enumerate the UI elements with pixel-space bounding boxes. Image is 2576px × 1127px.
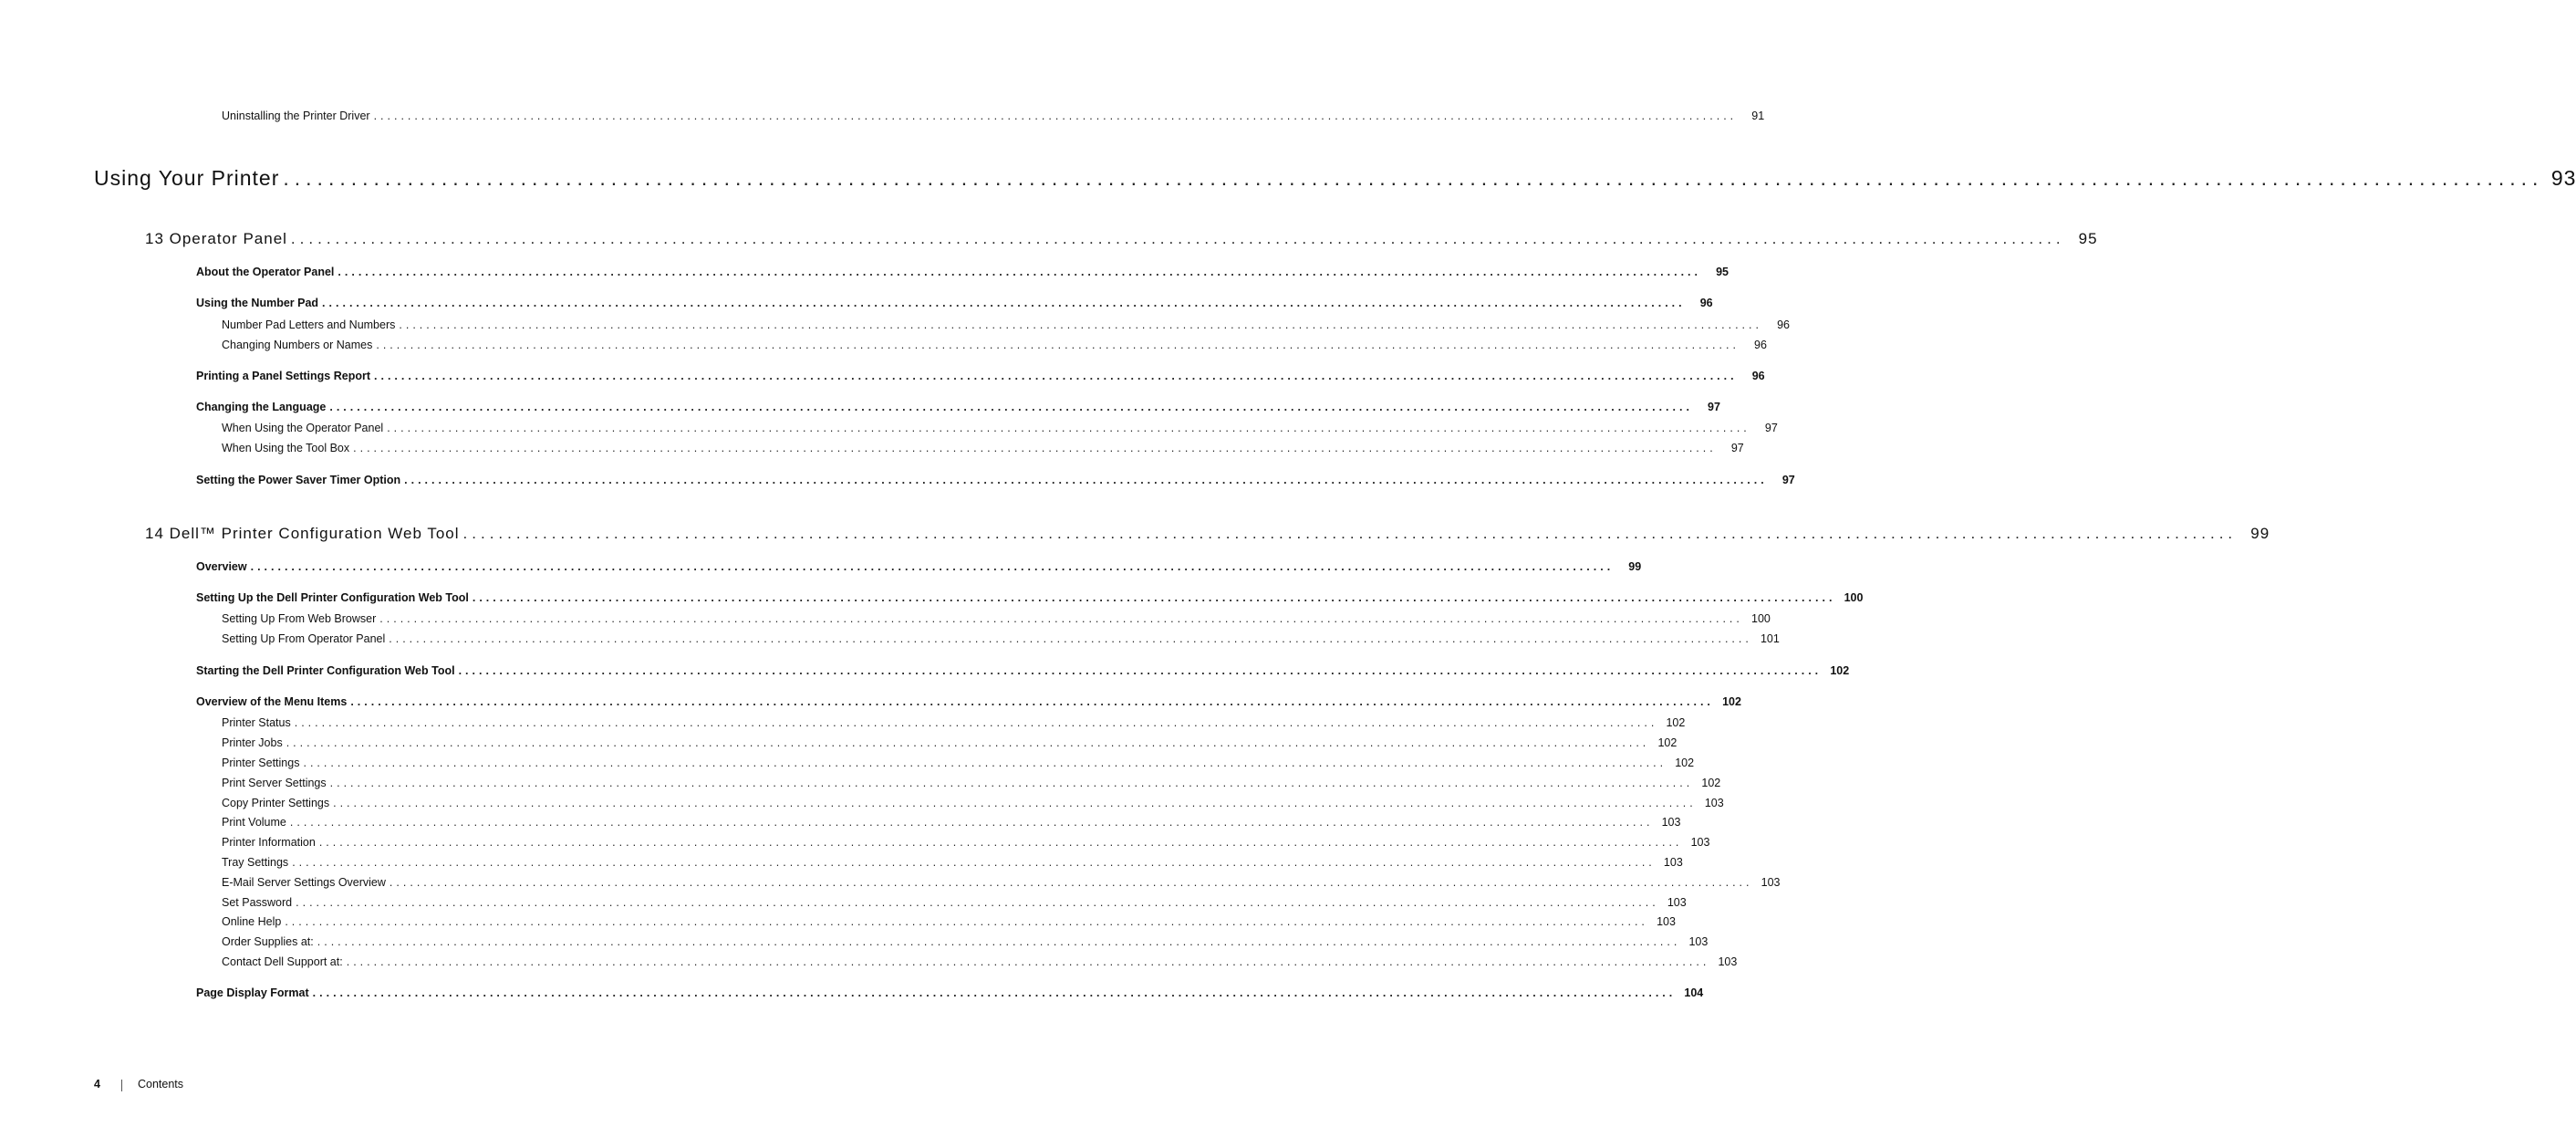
chapter-title: 14 Dell™ Printer Configuration Web Tool [145,525,460,542]
toc-entry-title: Setting Up the Dell Printer Configuration Web Tool [196,591,469,604]
toc-entry-page: 97 [1764,422,1778,434]
toc-entry[interactable] [222,110,1765,122]
toc-entry-title: Printer Settings [222,757,300,769]
chapter-title: 13 Operator Panel [145,230,287,247]
toc-entry-title: When Using the Tool Box [222,442,350,454]
toc-entry-title: Changing Numbers or Names [222,339,373,351]
toc-entry-title: Copy Printer Settings [222,797,330,809]
dot-leader: ........................................................................................................................................................................................................ [286,736,1650,749]
footer-divider [121,1080,122,1091]
toc-subsection-entry[interactable] [222,757,1695,769]
toc-entry-title: Number Pad Letters and Numbers [222,318,396,331]
toc-entry-page: 102 [1666,716,1686,729]
dot-leader: ........................................................................................................................................................................................................ [292,856,1656,869]
toc-entry-page: 96 [1777,318,1790,331]
toc-entry-page: 102 [1830,664,1850,677]
toc-entry-page: 103 [1690,836,1710,849]
part-page: 93 [2550,166,2576,190]
toc-subsection-entry[interactable] [222,318,1790,331]
toc-section-entry[interactable] [196,266,1729,278]
toc-subsection-entry[interactable] [222,612,1771,625]
toc-entry-title: Set Password [222,896,293,909]
toc-entry-page: 103 [1661,816,1681,829]
dot-leader: ........................................................................................................................................................................................................ [333,797,1697,809]
toc-entry-title: E-Mail Server Settings Overview [222,876,386,889]
toc-subsection-entry[interactable] [222,856,1683,869]
dot-leader: ........................................................................................................................................................................................................ [290,230,2065,247]
toc-entry-title: Print Volume [222,816,286,829]
toc-entry-page: 104 [1684,986,1704,999]
chapter-page: 95 [2078,230,2098,247]
toc-entry-title: When Using the Operator Panel [222,422,384,434]
toc-entry-title: Order Supplies at: [222,935,314,948]
dot-leader: ........................................................................................................................................................................................................ [289,816,1654,829]
dot-leader: ........................................................................................................................................................................................................ [389,876,1753,889]
toc-entry-title: Overview [196,560,247,573]
dot-leader: ........................................................................................................................................................................................................ [312,986,1677,999]
toc-entry-page: 101 [1760,632,1780,645]
chapter-page: 99 [2250,525,2270,542]
toc-entry-page: 103 [1667,896,1687,909]
toc-entry-title: Setting Up From Operator Panel [222,632,386,645]
toc-subsection-entry[interactable] [222,777,1721,789]
toc-entry-page: 103 [1657,915,1676,928]
toc-subsection-entry[interactable] [222,736,1678,749]
dot-leader: ........................................................................................................................................................................................................ [389,632,1752,645]
toc-entry-page: 96 [1751,370,1765,382]
dot-leader: ........................................................................................................................................................................................................ [329,401,1693,413]
toc-entry-page: 103 [1704,797,1724,809]
toc-entry-title: Printer Jobs [222,736,283,749]
dot-leader: ........................................................................................................................................................................................................ [399,318,1762,331]
toc-entry-page: 103 [1718,955,1738,968]
toc-section-entry[interactable] [196,695,1741,708]
toc-subsection-entry[interactable] [222,935,1709,948]
dot-leader: ........................................................................................................................................................................................................ [318,836,1683,849]
toc-entry-title: About the Operator Panel [196,266,335,278]
toc-entry-page: 102 [1722,695,1741,708]
part-title: Using Your Printer [94,166,280,190]
toc-section-entry[interactable] [196,370,1765,382]
toc-entry-page: 95 [1716,266,1729,278]
toc-entry-page: 100 [1844,591,1864,604]
dot-leader: ........................................................................................................................................................................................................ [387,422,1750,434]
toc-entry-page: 96 [1699,297,1713,309]
toc-chapter-heading[interactable] [145,230,2098,248]
toc-subsection-entry[interactable] [222,836,1710,849]
toc-entry-title: Printing a Panel Settings Report [196,370,370,382]
dot-leader: ........................................................................................................................................................................................................ [376,339,1740,351]
toc-section-entry[interactable] [196,401,1720,413]
toc-entry-title: Contact Dell Support at: [222,955,343,968]
dot-leader: ........................................................................................................................................................................................................ [379,612,1743,625]
toc-entry-title: Print Server Settings [222,777,327,789]
toc-subsection-entry[interactable] [222,876,1781,889]
toc-entry-page: 103 [1663,856,1683,869]
dot-leader: ........................................................................................................................................................................................................ [404,474,1768,486]
toc-section-entry[interactable] [196,591,1864,604]
toc-subsection-entry[interactable] [222,816,1681,829]
toc-subsection-entry[interactable] [222,896,1687,909]
toc-subsection-entry[interactable] [222,716,1686,729]
dot-leader: ........................................................................................................................................................................................................ [346,955,1710,968]
toc-entry-page: 102 [1701,777,1721,789]
toc-entry-title: Online Help [222,915,282,928]
toc-section-entry[interactable] [196,986,1704,999]
toc-entry-page: 102 [1657,736,1678,749]
toc-entry-page: 97 [1781,474,1795,486]
dot-leader: ........................................................................................................................................................................................................ [472,591,1836,604]
toc-section-entry[interactable] [196,297,1713,309]
toc-entry-title: Setting Up From Web Browser [222,612,377,625]
dot-leader: ........................................................................................................................................................................................................ [303,757,1667,769]
toc-entry-title: Overview of the Menu Items [196,695,348,708]
toc-entry-title: Starting the Dell Printer Configuration Web Tool [196,664,455,677]
toc-entry-page: 102 [1675,757,1695,769]
dot-leader: ........................................................................................................................................................................................................ [458,664,1823,677]
toc-entry-title: Changing the Language [196,401,327,413]
toc-entry-page: 99 [1628,560,1642,573]
dot-leader: ........................................................................................................................................................................................................ [373,110,1738,122]
toc-subsection-entry[interactable] [222,442,1744,454]
toc-section-entry[interactable] [196,560,1642,573]
toc-subsection-entry[interactable] [222,915,1676,928]
toc-section-entry[interactable] [196,474,1795,486]
toc-entry-title: Tray Settings [222,856,289,869]
toc-entry-title: Printer Status [222,716,291,729]
toc-entry-title: Printer Information [222,836,316,849]
toc-subsection-entry[interactable] [222,797,1724,809]
toc-entry-title: Using the Number Pad [196,297,319,309]
dot-leader: ........................................................................................................................................................................................................ [250,560,1615,573]
toc-entry-page: 103 [1761,876,1781,889]
dot-leader: ........................................................................................................................................................................................................ [294,716,1658,729]
toc-entry-page: 96 [1754,339,1767,351]
dot-leader: ........................................................................................................................................................................................................ [329,777,1694,789]
dot-leader: ........................................................................................................................................................................................................ [374,370,1738,382]
toc-entry-title: Uninstalling the Printer Driver [222,110,370,122]
toc-chapter-heading[interactable] [145,525,2270,543]
dot-leader: ........................................................................................................................................................................................................ [322,297,1686,309]
toc-section-entry[interactable] [196,664,1850,677]
toc-subsection-entry[interactable] [222,955,1738,968]
dot-leader: ........................................................................................................................................................................................................ [283,166,2544,190]
toc-entry-page: 97 [1708,401,1720,413]
dot-leader: ........................................................................................................................................................................................................ [338,266,1701,278]
dot-leader: ........................................................................................................................................................................................................ [285,915,1648,928]
toc-subsection-entry[interactable] [222,632,1780,645]
footer-page-number: 4 [94,1078,100,1090]
dot-leader: ........................................................................................................................................................................................................ [462,525,2238,542]
toc-entry-page: 103 [1688,935,1709,948]
footer-section-label: Contents [138,1078,184,1090]
toc-part-heading[interactable] [94,166,2576,191]
toc-subsection-entry[interactable] [222,422,1778,434]
toc-entry-title: Setting the Power Saver Timer Option [196,474,401,486]
toc-entry-page: 100 [1751,612,1771,625]
dot-leader: ........................................................................................................................................................................................................ [353,442,1717,454]
dot-leader: ........................................................................................................................................................................................................ [350,695,1714,708]
toc-entry-page: 97 [1730,442,1744,454]
dot-leader: ........................................................................................................................................................................................................ [296,896,1659,909]
toc-entry-title: Page Display Format [196,986,309,999]
toc-entry-page: 91 [1751,110,1765,122]
dot-leader: ........................................................................................................................................................................................................ [317,935,1681,948]
toc-subsection-entry[interactable] [222,339,1767,351]
